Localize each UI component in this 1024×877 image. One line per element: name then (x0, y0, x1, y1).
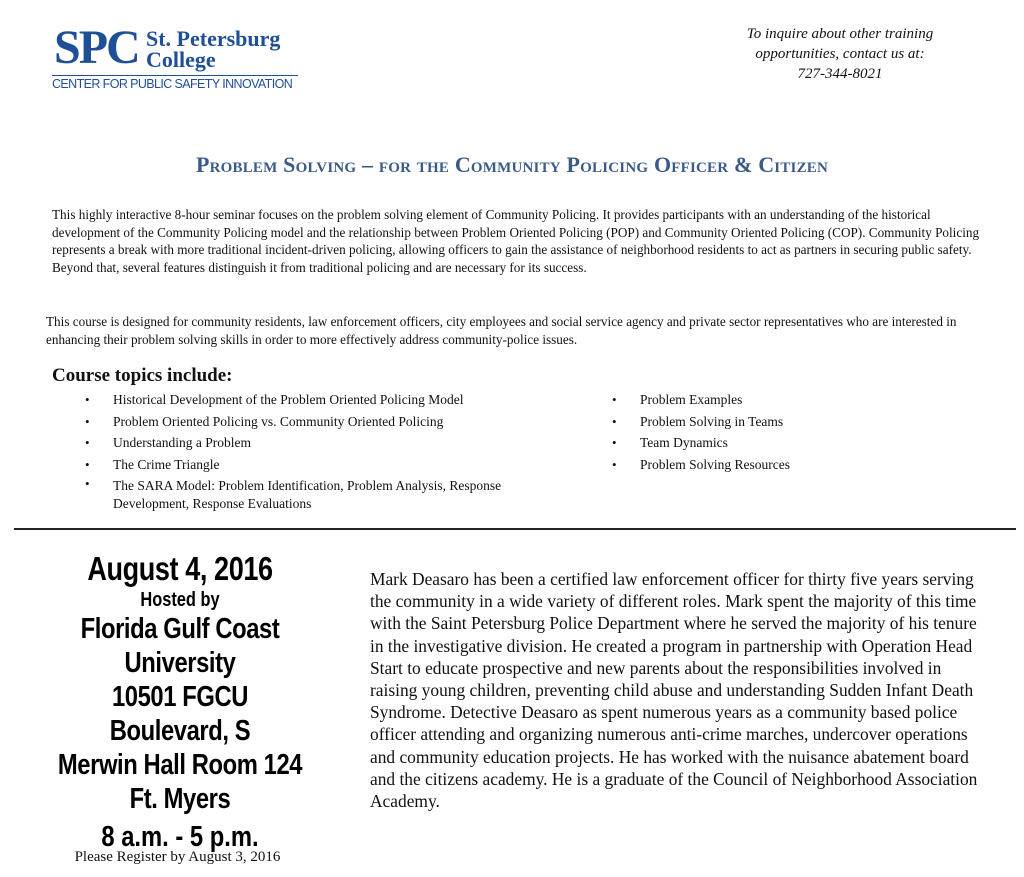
topic-label: Problem Oriented Policing vs. Community Oriented Policing (113, 413, 444, 429)
topics-heading: Course topics include: (52, 365, 233, 386)
topic-label: Problem Solving Resources (640, 456, 790, 472)
logo-mark: SPC (54, 21, 139, 74)
page-title: Problem Solving – for the Community Policing Officer & Citizen (195, 152, 829, 177)
intro-paragraph: This highly interactive 8-hour seminar focuses on the problem solving element of Community Policing. It provides participants with an understanding of the historical development of the Community Policing model and the relationship between Problem Oriented Policing (POP) and Community Oriented Policing (COP). Community Policing represents a break with more traditional incident-driven policing, allowing officers to gain the assistance of neighborhood residents to act as partners in securing public safety. Beyond that, several features distinguish it from traditional policing and are necessary for its success. (52, 207, 980, 275)
event-time: 8 a.m. - 5 p.m. (101, 821, 259, 853)
spc-logo (52, 21, 302, 96)
bullet-icon: • (85, 435, 90, 450)
list-item (53, 475, 573, 513)
topic-label: Team Dynamics (640, 435, 728, 450)
register-deadline: Please Register by August 3, 2016 (74, 849, 281, 865)
list-item (53, 454, 573, 476)
logo-subtitle: CENTER FOR PUBLIC SAFETY INNOVATION (52, 77, 293, 91)
contact-line2: opportunities, contact us at: (755, 46, 925, 62)
bullet-icon: • (85, 456, 90, 472)
contact-line1: To inquire about other training (746, 26, 934, 42)
contact-info (700, 24, 980, 84)
logo-name-line2: College (146, 47, 216, 72)
list-item (580, 411, 880, 433)
list-item (580, 389, 880, 411)
bullet-icon: • (612, 456, 617, 472)
list-item (53, 432, 573, 454)
event-city: Ft. Myers (129, 783, 231, 815)
logo-college-name (146, 28, 280, 70)
logo-name-line1: St. Petersburg (146, 26, 281, 51)
topic-label: Problem Solving in Teams (640, 413, 784, 429)
section-divider (14, 528, 1016, 530)
instructor-bio: Mark Deasaro has been a certified law enforcement officer for thirty five years serving the community in a wide variety of different roles. Mark spent the majority of this time with the Saint Petersburg Police Department where he served the majority of his tenure in the investigative division. He created a program in partnership with Operation Head Start to educate prospective and new parents about the responsibilities involved in raising young children, preventing child abuse and understanding Sudden Infant Death Syndrome. Detective Deasaro as spent numerous years as a community based police officer attending and organizing numerous anti-crime marches, undercover operations and community education projects. He has worked with the nuisance abatement board and the citizens academy. He is a graduate of the Council of Neighborhood Association Academy. (370, 569, 978, 812)
bullet-icon: • (612, 413, 617, 429)
topic-label: The SARA Model: Problem Identification, Problem Analysis, Response Development, Response Evaluations (113, 478, 502, 511)
host-name-line2: University (124, 647, 236, 679)
list-item (580, 432, 880, 454)
audience-paragraph: This course is designed for community residents, law enforcement officers, city employees and social service agency and private sector representatives who are interested in enhancing their problem solving skills in order to more effectively address community-police issues. (46, 314, 957, 347)
event-date: August 4, 2016 (87, 550, 273, 587)
topic-label: Historical Development of the Problem Oriented Policing Model (113, 392, 464, 407)
logo-rule (52, 75, 298, 76)
topic-label: Understanding a Problem (113, 435, 251, 450)
bullet-icon: • (85, 476, 90, 491)
bullet-icon: • (85, 413, 90, 429)
host-name-line1: Florida Gulf Coast (80, 613, 280, 645)
event-details (57, 550, 303, 854)
bullet-icon: • (612, 435, 617, 450)
contact-phone: 727-344-8021 (797, 66, 883, 82)
list-item (53, 411, 573, 433)
topics-list-left (53, 389, 573, 513)
hosted-by-label: Hosted by (140, 589, 220, 611)
event-room: Merwin Hall Room 124 (57, 749, 303, 781)
bullet-icon: • (612, 392, 617, 407)
bullet-icon: • (85, 392, 90, 407)
event-address: 10501 FGCU Boulevard, S (109, 681, 251, 747)
list-item (53, 389, 573, 411)
topic-label: The Crime Triangle (113, 456, 220, 472)
topic-label: Problem Examples (640, 392, 743, 407)
list-item (580, 454, 880, 476)
topics-list-right (580, 389, 880, 475)
